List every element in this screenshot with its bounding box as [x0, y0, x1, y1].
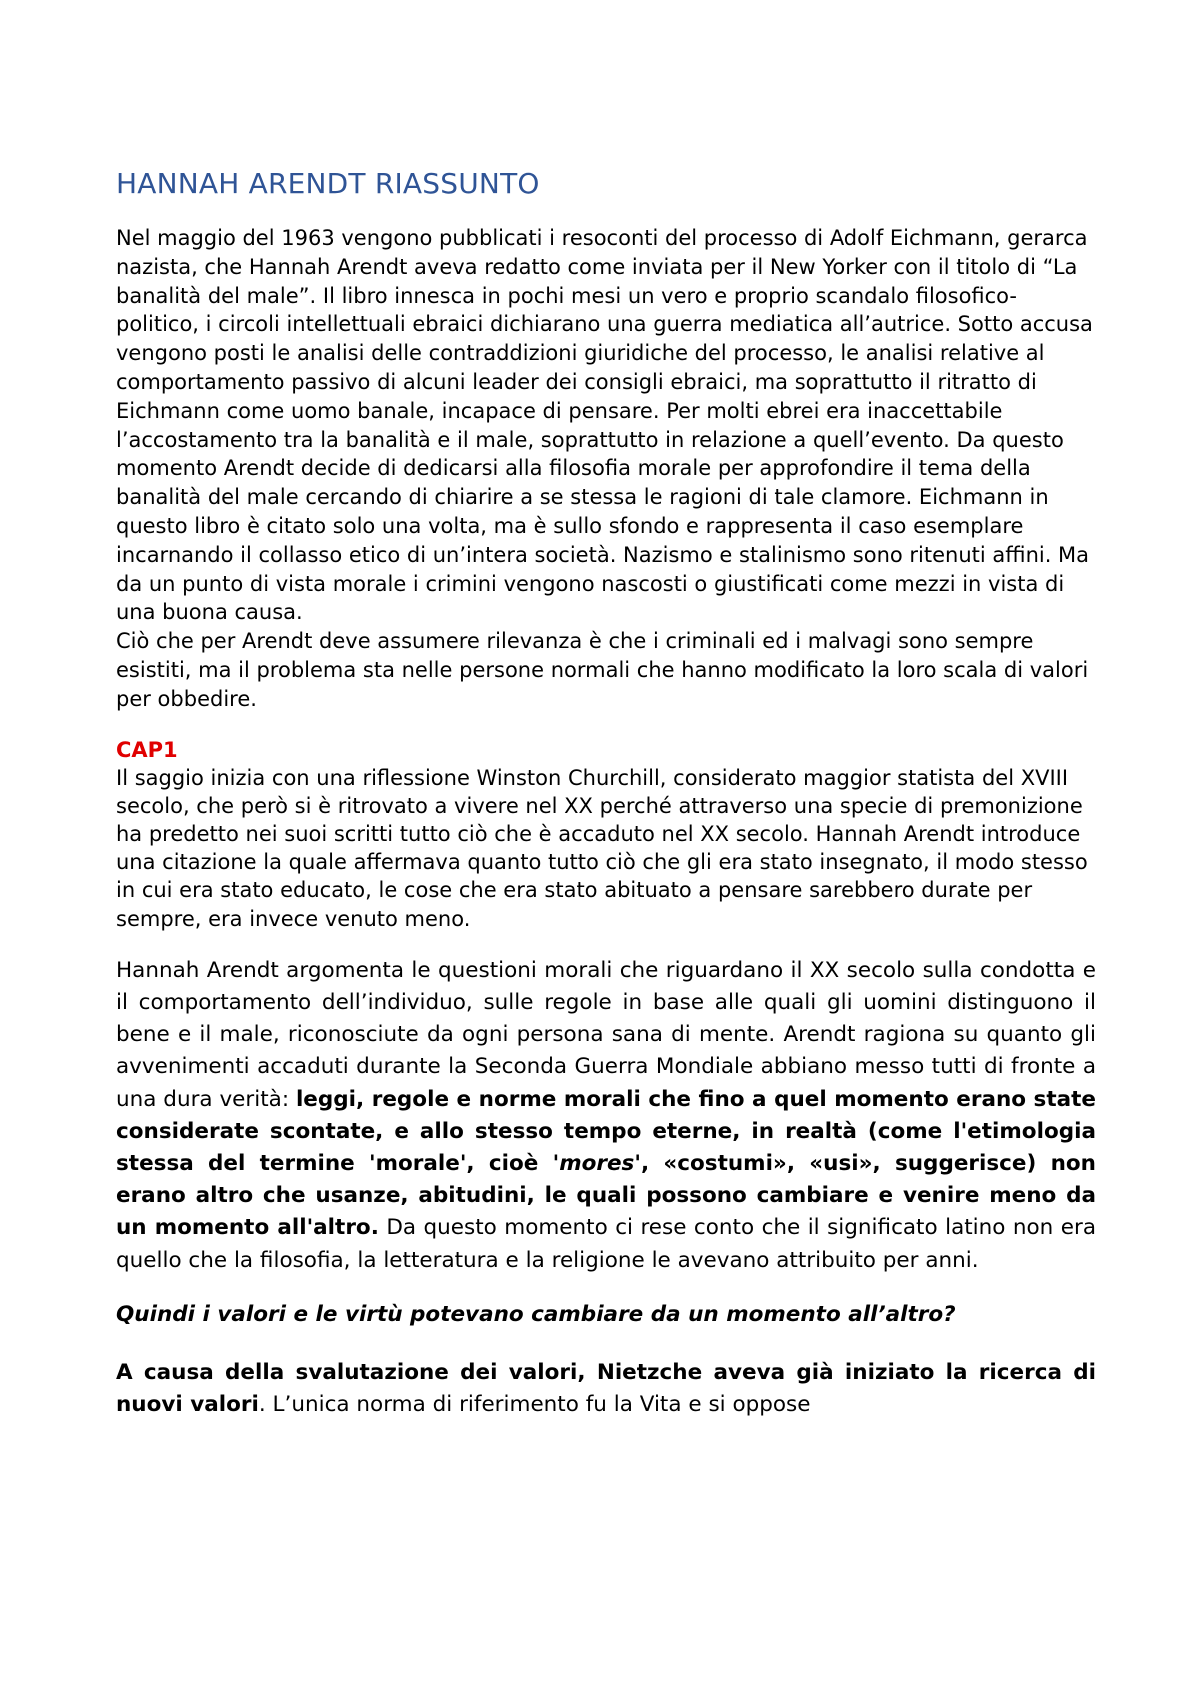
paragraph-2-text: Hannah Arendt argomenta le questioni morali che riguardano il XX secolo sulla condotta e il comportamento dell’individuo, sulle regole in base alle quali gli uomini distinguono il bene e il male, riconosciute da ogni persona sana di mente. Arendt ragiona su quanto gli avvenimenti accaduti durante la Seconda Guerra Mondiale abbiano messo tutti di fronte a una dura verità:: [116, 957, 1096, 1112]
paragraph-2-bold-text: leggi, regole e norme morali che fino a quel momento erano state considerate scontate, e allo stesso tempo eterne, in realtà (come l'etimologia stessa del termine 'morale', cioè ': [116, 1086, 1096, 1176]
intro-paragraph-2: Ciò che per Arendt deve assumere rilevanza è che i criminali ed i malvagi sono sempre esistiti, ma il problema sta nelle persone normali che hanno modificato la loro scala di valori per obbedire.: [116, 629, 1089, 711]
body-paragraph-2: [116, 955, 1096, 1277]
document-body: [116, 164, 1096, 1421]
intro-paragraph: Nel maggio del 1963 vengono pubblicati i resoconti del processo di Adolf Eichmann, gerarca nazista, che Hannah Arendt aveva redatto come inviata per il New Yorker con il titolo di “La banalità del male”. Il libro innesca in pochi mesi un vero e proprio scandalo filosofico-politico, i circoli intellettuali ebraici dichiarano una guerra mediatica all’autrice. Sotto accusa vengono posti le analisi delle contraddizioni giuridiche del processo, le analisi relative al comportamento passivo di alcuni leader dei consigli ebraici, ma soprattutto il ritratto di Eichmann come uomo banale, incapace di pensare. Per molti ebrei era inaccettabile l’accostamento tra la banalità e il male, soprattutto in relazione a quell’evento. Da questo momento Arendt decide di dedicarsi alla filosofia morale per approfondire il tema della banalità del male cercando di chiarire a se stessa le ragioni di tale clamore. Eichmann in questo libro è citato solo una volta, ma è sullo sfondo e rappresenta il caso esemplare incarnando il collasso etico di un’intera società. Nazismo e stalinismo sono ritenuti affini. Ma da un punto di vista morale i crimini vengono nascosti o giustificati come mezzi in vista di una buona causa.: [116, 226, 1093, 625]
body-paragraph-3: [116, 1357, 1096, 1421]
question-heading: Quindi i valori e le virtù potevano cambiare da un momento all’altro?: [116, 1301, 956, 1327]
paragraph-3-bold-text: A causa della svalutazione dei valori, Nietzche aveva già iniziato la ricerca di nuovi valori: [116, 1359, 1096, 1417]
paragraph-3-text: . L’unica norma di riferimento fu la Vita e si oppose: [258, 1392, 811, 1417]
paragraph-2-bold-text-2: ', «costumi», «usi», suggerisce) non erano altro che usanze, abitudini, le quali possono cambiare e venire meno da un momento all'altro.: [116, 1150, 1096, 1241]
paragraph-2-bold-italic-text: mores: [559, 1150, 635, 1176]
chapter-heading: CAP1: [116, 737, 178, 762]
document-title: HANNAH ARENDT RIASSUNTO: [116, 167, 540, 200]
clipped-paragraph-wrapper: [116, 1357, 1096, 1421]
chapter-paragraph: Il saggio inizia con una riflessione Winston Churchill, considerato maggior statista del XVIII secolo, che però si è ritrovato a vivere nel XX perché attraverso una specie di premonizione ha predetto nei suoi scritti tutto ciò che è accaduto nel XX secolo. Hannah Arendt introduce una citazione la quale affermava quanto tutto ciò che gli era stato insegnato, il modo stesso in cui era stato educato, le cose che era stato abituato a pensare sarebbero durate per sempre, era invece venuto meno.: [116, 765, 1088, 931]
paragraph-2-text-2: Da questo momento ci rese conto che il significato latino non era quello che la filosofia, la letteratura e la religione le avevano attribuito per anni.: [116, 1215, 1096, 1273]
